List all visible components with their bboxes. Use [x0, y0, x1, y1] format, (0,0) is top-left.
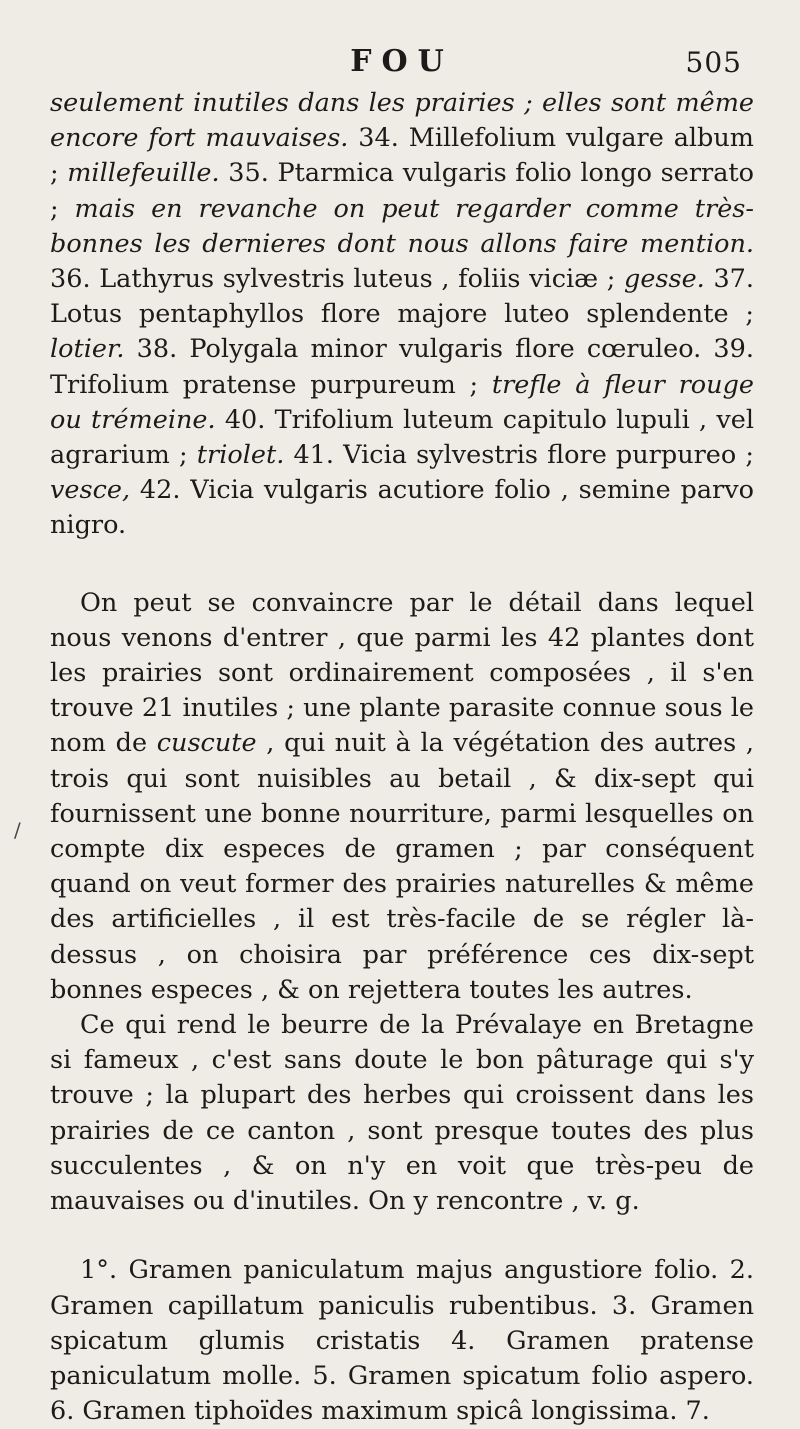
italic-text-run: millefeuille. [67, 158, 220, 189]
paragraph-conclusion [50, 586, 754, 1008]
margin-mark: / [14, 818, 21, 842]
italic-text-run: cuscute [156, 728, 257, 759]
paragraph-prevalaye [50, 1008, 754, 1219]
text-run: 37. Lotus pentaphyllos flore majore luteo splendente ; [50, 264, 754, 330]
text-run: 38. Polygala minor vulgaris flore cœruleo. 39. Trifolium pratense purpureum ; [50, 334, 754, 400]
page-number: 505 [685, 46, 742, 79]
italic-text-run: lotier. [50, 334, 125, 365]
text-run: 34. Millefolium vulgare album ; [50, 123, 754, 189]
text-run: Ce qui rend le beurre de la Prévalaye en Bretagne si fameux , c'est sans doute le bon pâturage qui s'y trouve ; la plupart des herbes qui croissent dans les prairies de ce canton , sont presque toutes des plus succulentes , & on n'y en voit que très-peu de mauvaises ou d'inutiles. On y rencontre , v. g. [50, 1010, 754, 1217]
text-run: 1°. Gramen paniculatum majus angustiore folio. 2. Gramen capillatum paniculis rubentibus. 3. Gramen spicatum glumis cristatis 4. Gramen pratense paniculatum molle. 5. Gramen spicatum folio aspero. 6. Gramen tiphoïdes maximum spicâ longissima. 7. [50, 1255, 754, 1427]
italic-text-run: gesse. [624, 264, 705, 295]
text-run: 41. Vicia sylvestris flore purpureo ; [284, 440, 754, 471]
italic-text-run: triolet. [196, 440, 285, 471]
paragraph-plant-list [50, 86, 754, 544]
text-run: 42. Vicia vulgaris acutiore folio , semine parvo nigro. [50, 475, 754, 541]
paragraph-gramen-list [50, 1253, 754, 1429]
italic-text-run: trefle à fleur rouge ou trémeine. [50, 369, 754, 435]
text-run: , qui nuit à la végétation des autres , trois qui sont nuisibles au betail , & dix-sept qui fournissent une bonne nourriture, parmi lesquelles on compte dix especes de gramen ; par conséquent quand on veut former des prairies naturelles & même des artificielles , il est très-facile de se régler là-dessus , on choisira par préférence ces dix-sept bonnes especes , & on rejettera toutes les autres. [50, 728, 754, 1005]
text-run: 35. Ptarmica vulgaris folio longo serrato ; [50, 158, 755, 224]
text-run: On peut se convaincre par le détail dans lequel nous venons d'entrer , que parmi les 42 plantes dont les prairies sont ordinairement composées , il s'en trouve 21 inutiles ; une plante parasite connue sous le nom de [50, 587, 754, 759]
text-run: 36. Lathyrus sylvestris luteus , foliis viciæ ; [50, 264, 624, 295]
running-head: FOU [350, 44, 454, 79]
page-header [50, 40, 754, 84]
italic-text-run: seulement inutiles dans les prairies ; elles sont même encore fort mauvaises. [50, 88, 754, 154]
italic-text-run: mais en revanche on peut regarder comme très-bonnes les dernieres dont nous allons faire mention. [50, 193, 754, 259]
text-run: 40. Trifolium luteum capitulo lupuli , vel agrarium ; [50, 404, 754, 471]
italic-text-run: vesce, [50, 475, 131, 506]
